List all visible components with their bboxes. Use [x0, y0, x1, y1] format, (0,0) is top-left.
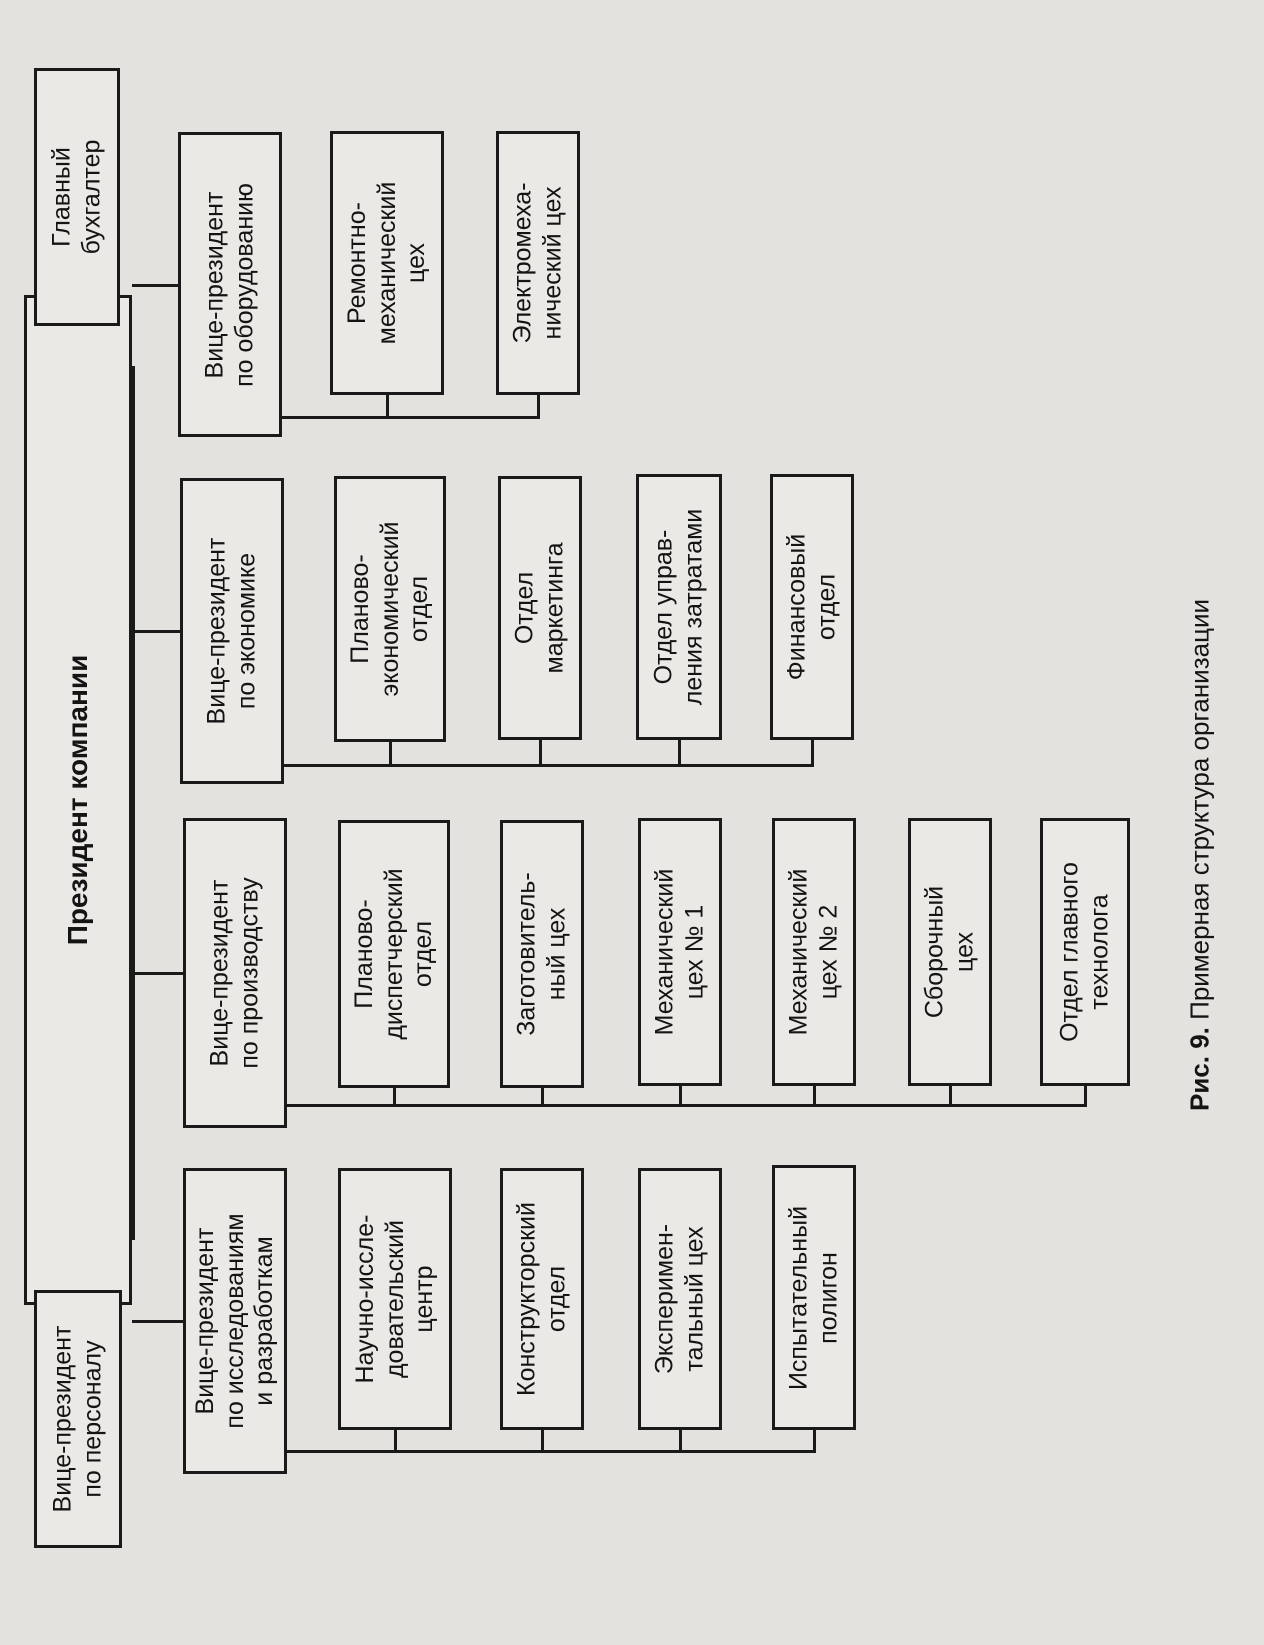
unit-drop-3-1	[537, 395, 540, 418]
unit-box-1-4	[908, 818, 992, 1086]
unit-drop-0-1	[541, 1430, 544, 1452]
unit-box-1-2-label: Механический цех № 1	[650, 868, 708, 1036]
unit-box-2-0	[334, 476, 446, 742]
unit-drop-1-5	[1084, 1086, 1087, 1106]
unit-drop-1-2	[679, 1086, 682, 1106]
unit-box-1-2	[638, 818, 722, 1086]
vp-box-2	[180, 478, 284, 784]
unit-box-1-5-label: Отдел главного технолога	[1055, 862, 1113, 1042]
unit-box-2-1	[498, 476, 582, 740]
unit-drop-1-3	[813, 1086, 816, 1106]
unit-box-1-3-label: Механический цех № 2	[784, 868, 842, 1036]
unit-bus-2	[282, 764, 814, 767]
unit-drop-0-2	[679, 1430, 682, 1452]
vp-connector-0	[132, 1320, 183, 1323]
vp-personnel-box	[34, 1290, 122, 1548]
unit-drop-2-3	[811, 740, 814, 766]
unit-box-0-1-label: Конструкторский отдел	[512, 1202, 570, 1396]
unit-box-3-1	[496, 131, 580, 395]
vp-box-3-label: Вице-президент по оборудованию	[200, 182, 258, 387]
unit-box-1-3	[772, 818, 856, 1086]
unit-box-1-5	[1040, 818, 1130, 1086]
caption-text: Примерная структура организации	[1184, 598, 1215, 1020]
unit-box-0-2-label: Эксперимен- тальный цех	[650, 1223, 708, 1375]
caption-label: Рис. 9.	[1184, 1027, 1215, 1112]
unit-drop-1-1	[541, 1088, 544, 1106]
unit-box-2-2	[636, 474, 722, 740]
vp-box-3	[178, 132, 282, 437]
vp-box-0	[183, 1168, 287, 1474]
vp-connector-3	[132, 284, 183, 287]
unit-drop-3-0	[386, 395, 389, 418]
unit-box-1-4-label: Сборочный цех	[920, 885, 978, 1019]
unit-box-0-2	[638, 1168, 722, 1430]
unit-box-0-3-label: Испытательный полигон	[784, 1205, 842, 1390]
unit-bus-3	[280, 416, 540, 419]
unit-bus-0	[285, 1450, 816, 1453]
unit-box-0-0	[338, 1168, 452, 1430]
vp-box-1-label: Вице-президент по производству	[205, 877, 263, 1069]
unit-box-1-0-label: Планово- диспетчерский отдел	[349, 868, 437, 1040]
unit-box-3-1-label: Электромеха- нический цех	[508, 182, 566, 344]
unit-drop-1-0	[393, 1088, 396, 1106]
president-label: Президент компании	[62, 654, 93, 946]
unit-box-1-1	[500, 820, 584, 1088]
vp-box-0-label: Вице-президент по исследованиям и разработкам	[190, 1213, 278, 1429]
unit-box-2-0-label: Планово- экономический отдел	[345, 521, 433, 697]
vp-personnel-label: Вице-президент по персоналу	[48, 1325, 106, 1513]
vp-connector-2	[132, 630, 183, 633]
unit-box-2-2-label: Отдел управ- ления затратами	[649, 508, 707, 706]
unit-box-2-3-label: Финансовый отдел	[782, 533, 840, 681]
unit-drop-0-0	[394, 1430, 397, 1452]
unit-box-1-1-label: Заготовитель- ный цех	[512, 872, 570, 1036]
vp-connector-1	[132, 972, 183, 975]
unit-box-1-0	[338, 820, 450, 1088]
president-box	[24, 295, 132, 1305]
unit-drop-1-4	[949, 1086, 952, 1106]
unit-box-2-3	[770, 474, 854, 740]
unit-bus-1	[285, 1104, 1087, 1107]
unit-box-0-0-label: Научно-иссле- довательский центр	[350, 1214, 438, 1384]
chief-accountant-label: Главный бухгалтер	[47, 139, 105, 255]
president-branch-line	[132, 366, 135, 1240]
chief-accountant-box	[34, 68, 120, 326]
unit-drop-2-0	[389, 742, 392, 766]
unit-box-3-0	[330, 131, 444, 395]
vp-box-1	[183, 818, 287, 1128]
unit-box-2-1-label: Отдел маркетинга	[510, 542, 568, 674]
unit-drop-2-1	[539, 740, 542, 766]
unit-drop-2-2	[678, 740, 681, 766]
vp-box-2-label: Вице-президент по экономике	[202, 537, 260, 725]
figure-caption	[1185, 599, 1216, 1111]
unit-drop-0-3	[813, 1430, 816, 1452]
unit-box-3-0-label: Ремонтно- механический цех	[342, 181, 430, 345]
unit-box-0-3	[772, 1165, 856, 1430]
unit-box-0-1	[500, 1168, 584, 1430]
